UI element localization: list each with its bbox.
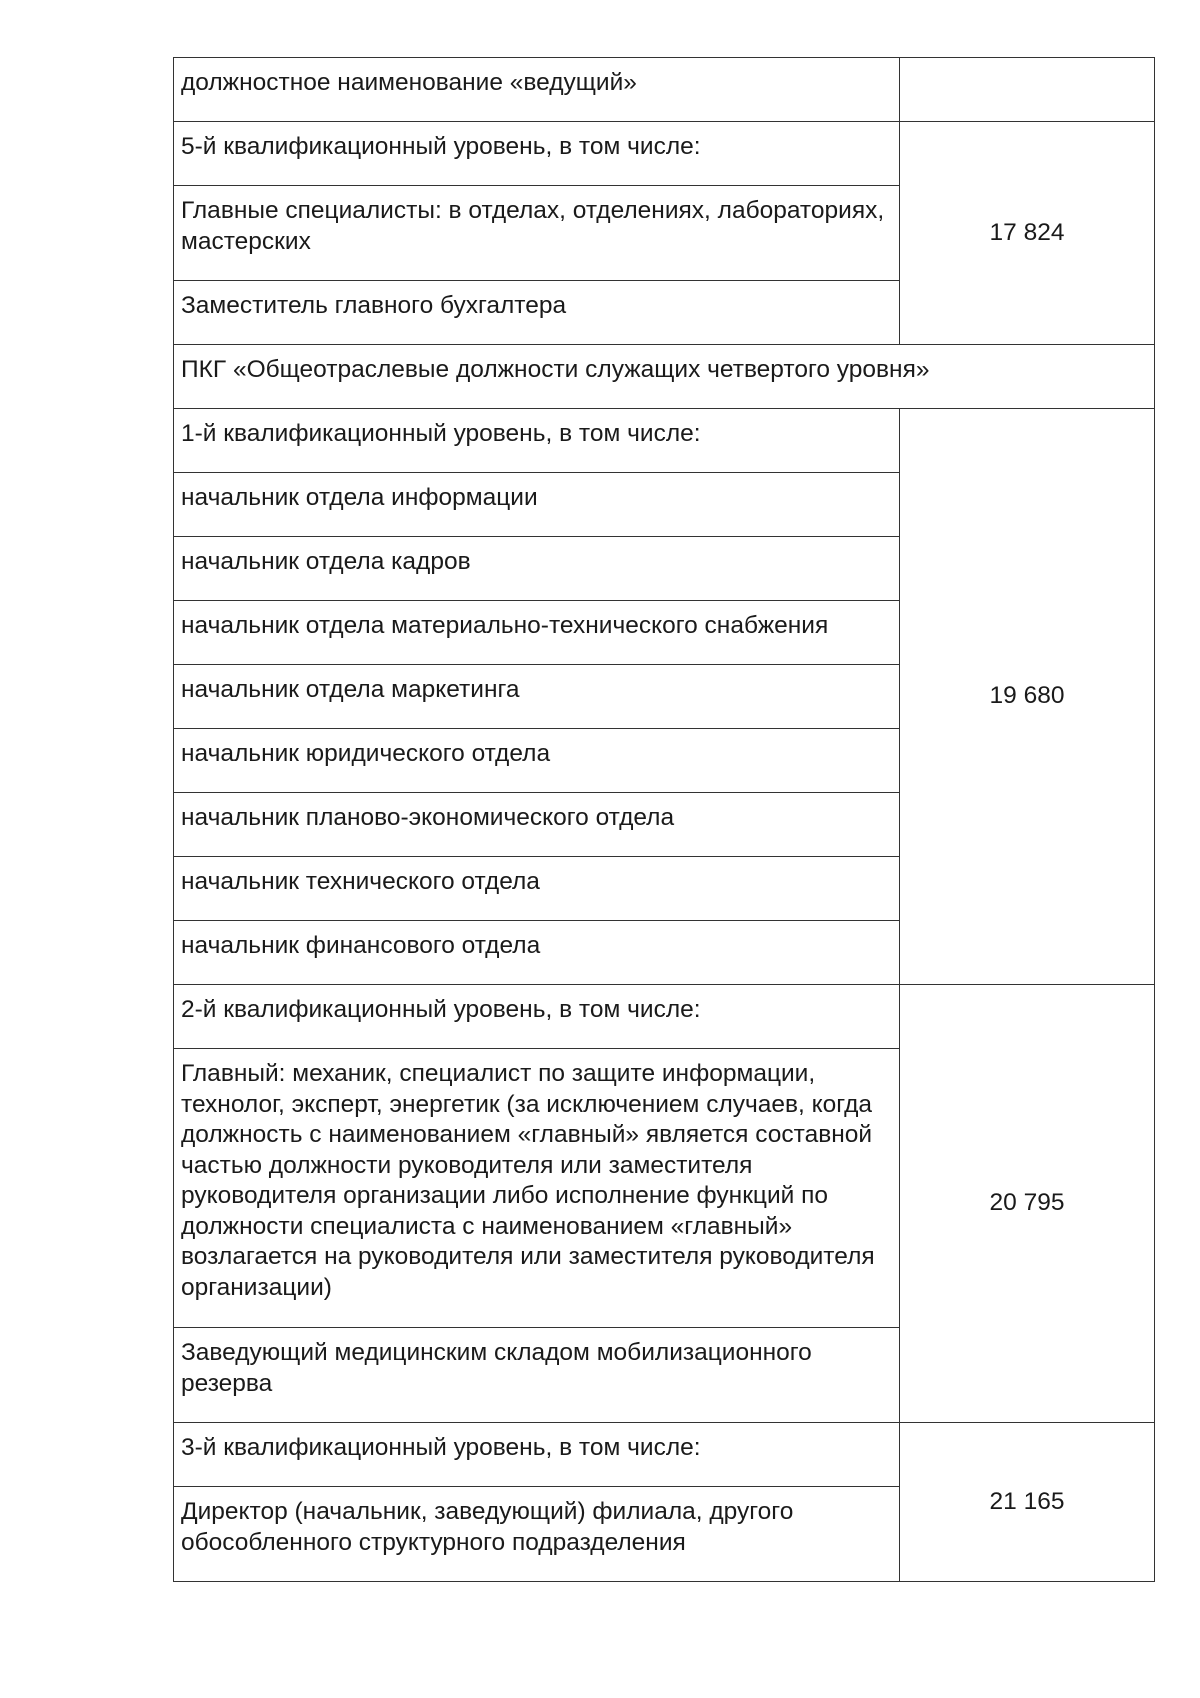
position-cell: начальник планово-экономического отдела bbox=[174, 793, 900, 857]
position-cell: начальник отдела маркетинга bbox=[174, 665, 900, 729]
salary-cell: 20 795 bbox=[900, 985, 1155, 1423]
position-cell: начальник технического отдела bbox=[174, 857, 900, 921]
salary-cell bbox=[900, 58, 1155, 122]
position-cell: Заведующий медицинским складом мобилизационного резерва bbox=[174, 1328, 900, 1423]
table-row bbox=[174, 409, 1155, 473]
salary-cell: 19 680 bbox=[900, 409, 1155, 985]
position-cell: Заместитель главного бухгалтера bbox=[174, 281, 900, 345]
position-cell: начальник отдела информации bbox=[174, 473, 900, 537]
salary-cell: 17 824 bbox=[900, 122, 1155, 345]
level-header-cell: 5-й квалификационный уровень, в том числе: bbox=[174, 122, 900, 186]
position-cell: начальник финансового отдела bbox=[174, 921, 900, 985]
table-row bbox=[174, 122, 1155, 186]
level-header-cell: 3-й квалификационный уровень, в том числе: bbox=[174, 1423, 900, 1487]
salary-table bbox=[173, 57, 1155, 1582]
position-cell: должностное наименование «ведущий» bbox=[174, 58, 900, 122]
position-cell: Директор (начальник, заведующий) филиала, другого обособленного структурного подразделения bbox=[174, 1487, 900, 1582]
group-header-cell: ПКГ «Общеотраслевые должности служащих четвертого уровня» bbox=[174, 345, 1155, 409]
position-cell: начальник отдела кадров bbox=[174, 537, 900, 601]
position-cell: Главный: механик, специалист по защите информации, технолог, эксперт, энергетик (за исключением случаев, когда должность с наименованием «главный» является составной частью должности руководителя или заместителя руководителя организации либо исполнение функций по должности специалиста с наименованием «главный» возлагается на руководителя или заместителя руководителя организации) bbox=[174, 1049, 900, 1328]
position-cell: начальник юридического отдела bbox=[174, 729, 900, 793]
position-cell: начальник отдела материально-технического снабжения bbox=[174, 601, 900, 665]
table-row bbox=[174, 345, 1155, 409]
table-row bbox=[174, 985, 1155, 1049]
salary-cell: 21 165 bbox=[900, 1423, 1155, 1582]
table-row bbox=[174, 58, 1155, 122]
position-cell: Главные специалисты: в отделах, отделениях, лабораториях, мастерских bbox=[174, 186, 900, 281]
level-header-cell: 2-й квалификационный уровень, в том числе: bbox=[174, 985, 900, 1049]
table-row bbox=[174, 1423, 1155, 1487]
level-header-cell: 1-й квалификационный уровень, в том числе: bbox=[174, 409, 900, 473]
